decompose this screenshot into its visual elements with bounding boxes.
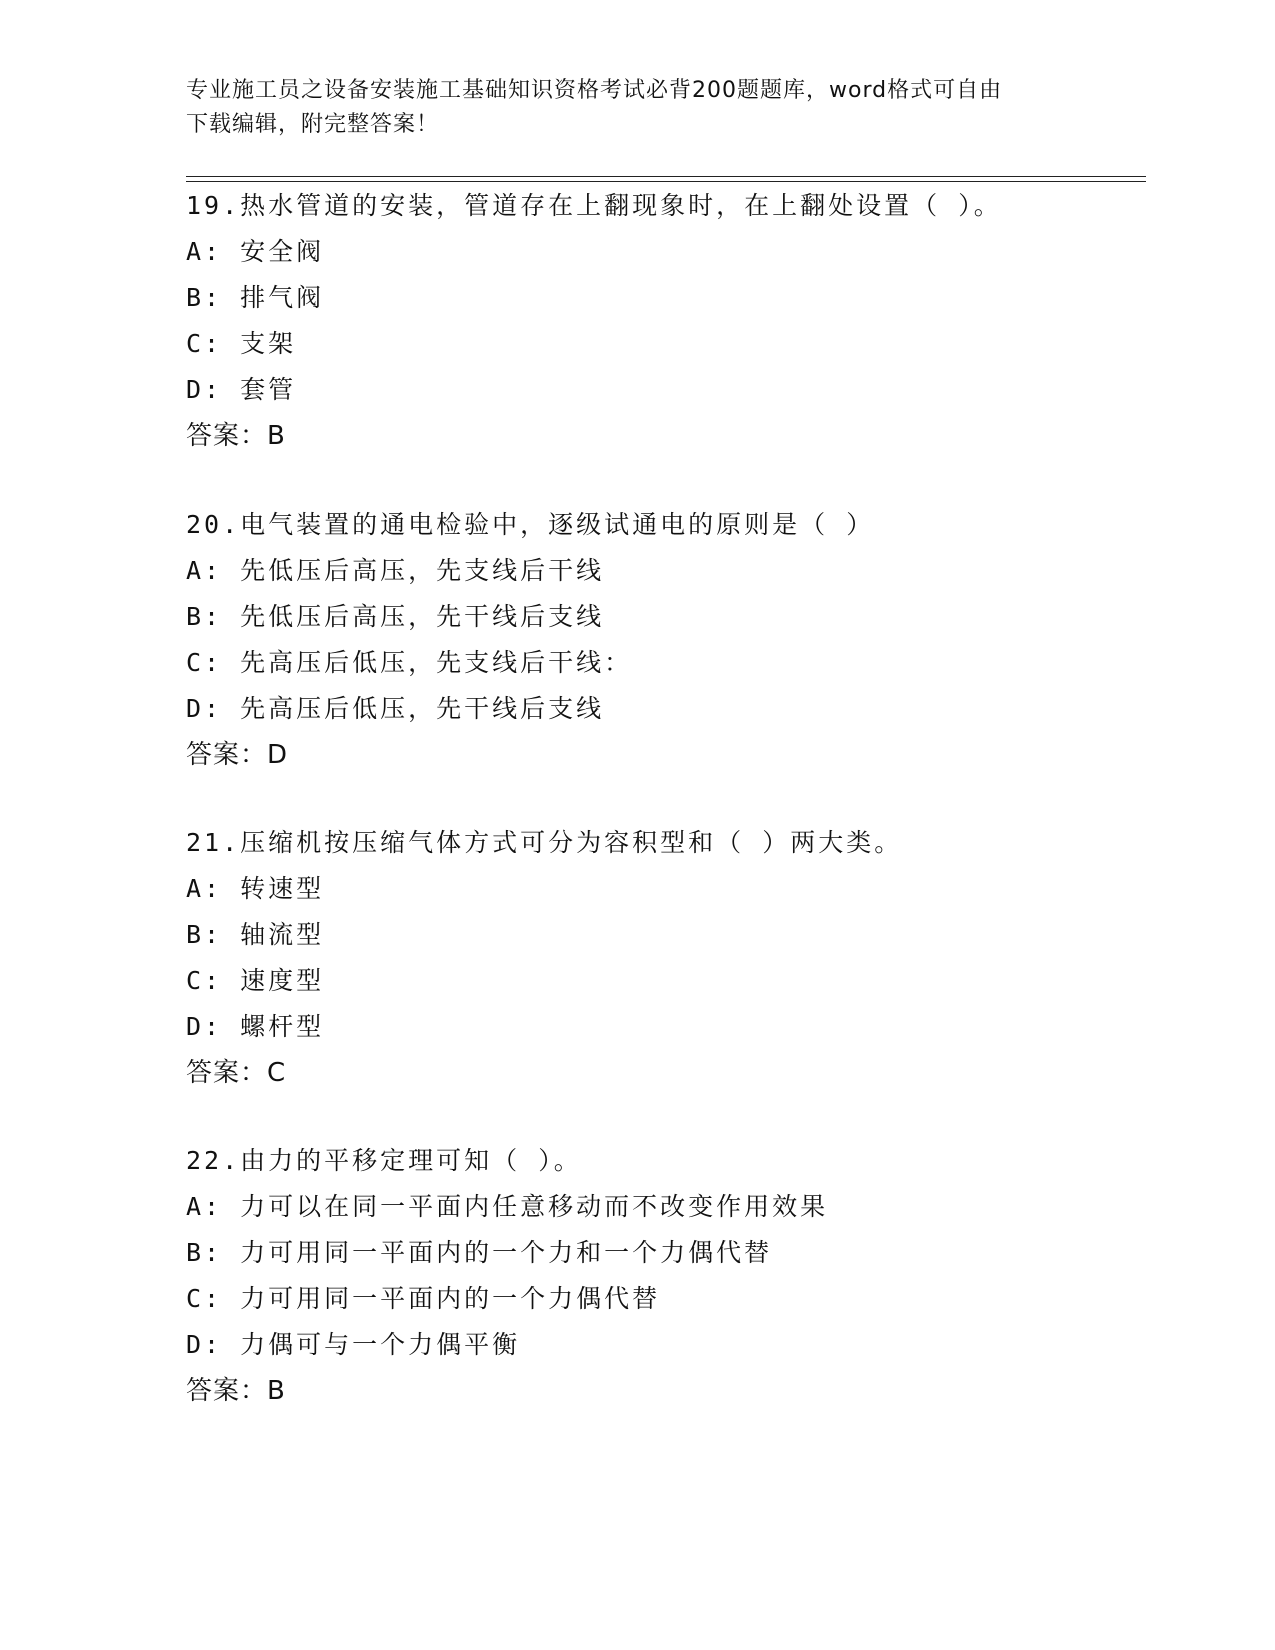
option-b: B: 排气阀 [186,283,325,312]
option-d: D: 先高压后低压，先干线后支线 [186,694,605,723]
option-b: B: 轴流型 [186,920,325,949]
option-d: D: 力偶可与一个力偶平衡 [186,1330,521,1359]
question-21 [186,820,1166,1096]
answer: 答案：B [186,421,286,451]
header-divider-bottom [186,181,1146,182]
option-c: C: 力可用同一平面内的一个力偶代替 [186,1284,661,1313]
option-d: D: 螺杆型 [186,1012,325,1041]
answer: 答案：B [186,1376,286,1406]
option-b: B: 力可用同一平面内的一个力和一个力偶代替 [186,1238,773,1267]
option-c: C: 速度型 [186,966,325,995]
question-stem: 21.压缩机按压缩气体方式可分为容积型和（ ）两大类。 [186,828,903,857]
option-a: A: 力可以在同一平面内任意移动而不改变作用效果 [186,1192,829,1221]
document-header [186,74,1066,142]
option-b: B: 先低压后高压，先干线后支线 [186,602,605,631]
option-d: D: 套管 [186,375,297,404]
option-a: A: 安全阀 [186,237,325,266]
header-line-1: 专业施工员之设备安装施工基础知识资格考试必背200题题库，word格式可自由 [186,78,1003,103]
question-stem: 20.电气装置的通电检验中，逐级试通电的原则是（ ） [186,510,875,539]
question-20 [186,502,1166,778]
answer: 答案：C [186,1058,287,1088]
answer: 答案：D [186,740,289,770]
question-22 [186,1138,1166,1414]
option-c: C: 先高压后低压，先支线后干线： [186,648,633,677]
option-c: C: 支架 [186,329,297,358]
question-stem: 22.由力的平移定理可知（ ）。 [186,1146,582,1175]
header-line-2: 下载编辑，附完整答案！ [186,112,440,137]
option-a: A: 转速型 [186,874,325,903]
header-divider-top [186,176,1146,177]
question-19 [186,183,1166,459]
question-stem: 19.热水管道的安装，管道存在上翻现象时，在上翻处设置（ ）。 [186,191,1002,220]
option-a: A: 先低压后高压，先支线后干线 [186,556,605,585]
